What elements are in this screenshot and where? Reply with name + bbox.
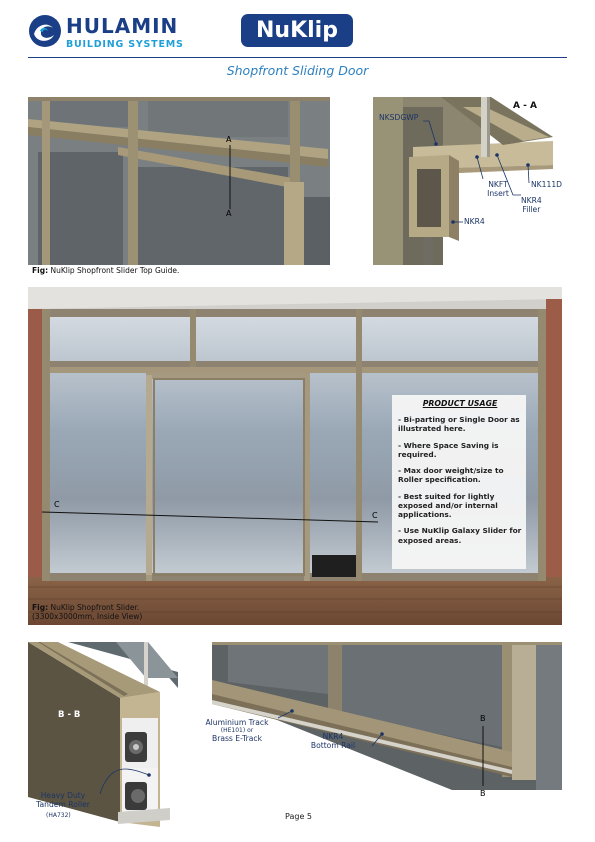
usage-item: - Use NuKlip Galaxy Slider for exposed areas. — [398, 526, 522, 545]
hulamin-wave-icon — [28, 14, 62, 48]
brand-name: HULAMIN — [66, 14, 179, 38]
usage-item: - Max door weight/size to Roller specification. — [398, 466, 504, 485]
section-mark-c-left: C — [54, 500, 60, 509]
top-guide-illustration — [28, 97, 330, 265]
label-nkr4-filler: NKR4 Filler — [521, 196, 542, 214]
product-usage-title: PRODUCT USAGE — [422, 399, 498, 408]
section-mark-a-bottom: A — [226, 209, 232, 218]
label-nksdgwp: NKSDGWP — [379, 113, 419, 122]
caption-prefix: Fig: — [32, 266, 49, 275]
figure-caption-top-guide — [32, 266, 179, 275]
caption-line-1: NuKlip Shopfront Slider. — [50, 603, 140, 612]
caption-line-2: (3300x3000mm, Inside View) — [32, 612, 143, 621]
section-a-a-panel — [373, 97, 567, 265]
product-usage-box — [392, 395, 526, 569]
page-title: Shopfront Sliding Door — [226, 63, 369, 78]
top-guide-image — [28, 97, 330, 265]
track-label: Aluminium Track — [205, 718, 269, 727]
bottom-rail-image — [212, 642, 562, 790]
brand-subtitle: BUILDING SYSTEMS — [66, 39, 184, 50]
usage-item: - Bi-parting or Single Door as illustrated here. — [398, 415, 520, 434]
track-alternative: Brass E-Track — [211, 733, 263, 743]
label-nkft-insert: NKFT Insert — [487, 180, 509, 198]
label-nkr4: NKR4 — [464, 217, 485, 226]
section-mark-b-top: B — [480, 714, 486, 723]
label-aluminium-track — [192, 719, 282, 743]
shopfront-slider-image — [28, 287, 562, 625]
section-mark-c-right: C — [372, 511, 378, 520]
label-nk111d: NK111D — [531, 180, 563, 189]
usage-item: - Where Space Saving is required. — [398, 440, 499, 459]
product-usage-list — [398, 415, 522, 545]
product-logo: NuKlip — [241, 14, 353, 47]
figure-caption-shopfront — [32, 603, 142, 621]
label-tandem-roller: Heavy Duty Tandem Roller — [36, 791, 90, 809]
caption-prefix: Fig: — [32, 603, 49, 612]
logo — [28, 12, 208, 54]
usage-item: - Best suited for lightly exposed and/or internal applications. — [398, 491, 498, 519]
section-mark-a-top: A — [226, 135, 232, 144]
label-bottom-rail: NKR4 Bottom Rail — [310, 732, 356, 750]
caption-text: NuKlip Shopfront Slider Top Guide. — [50, 266, 180, 275]
section-b-b-panel — [28, 642, 196, 827]
header-rule — [28, 57, 567, 58]
page-number: Page 5 — [285, 812, 312, 821]
track-code: (HE101) or — [220, 726, 254, 734]
section-b-b-title: B - B — [58, 710, 81, 720]
label-roller-code: (HA732) — [46, 812, 71, 819]
section-a-a-title: A - A — [513, 101, 537, 111]
section-mark-b-bottom: B — [480, 789, 486, 798]
bottom-rail-illustration — [212, 642, 562, 790]
